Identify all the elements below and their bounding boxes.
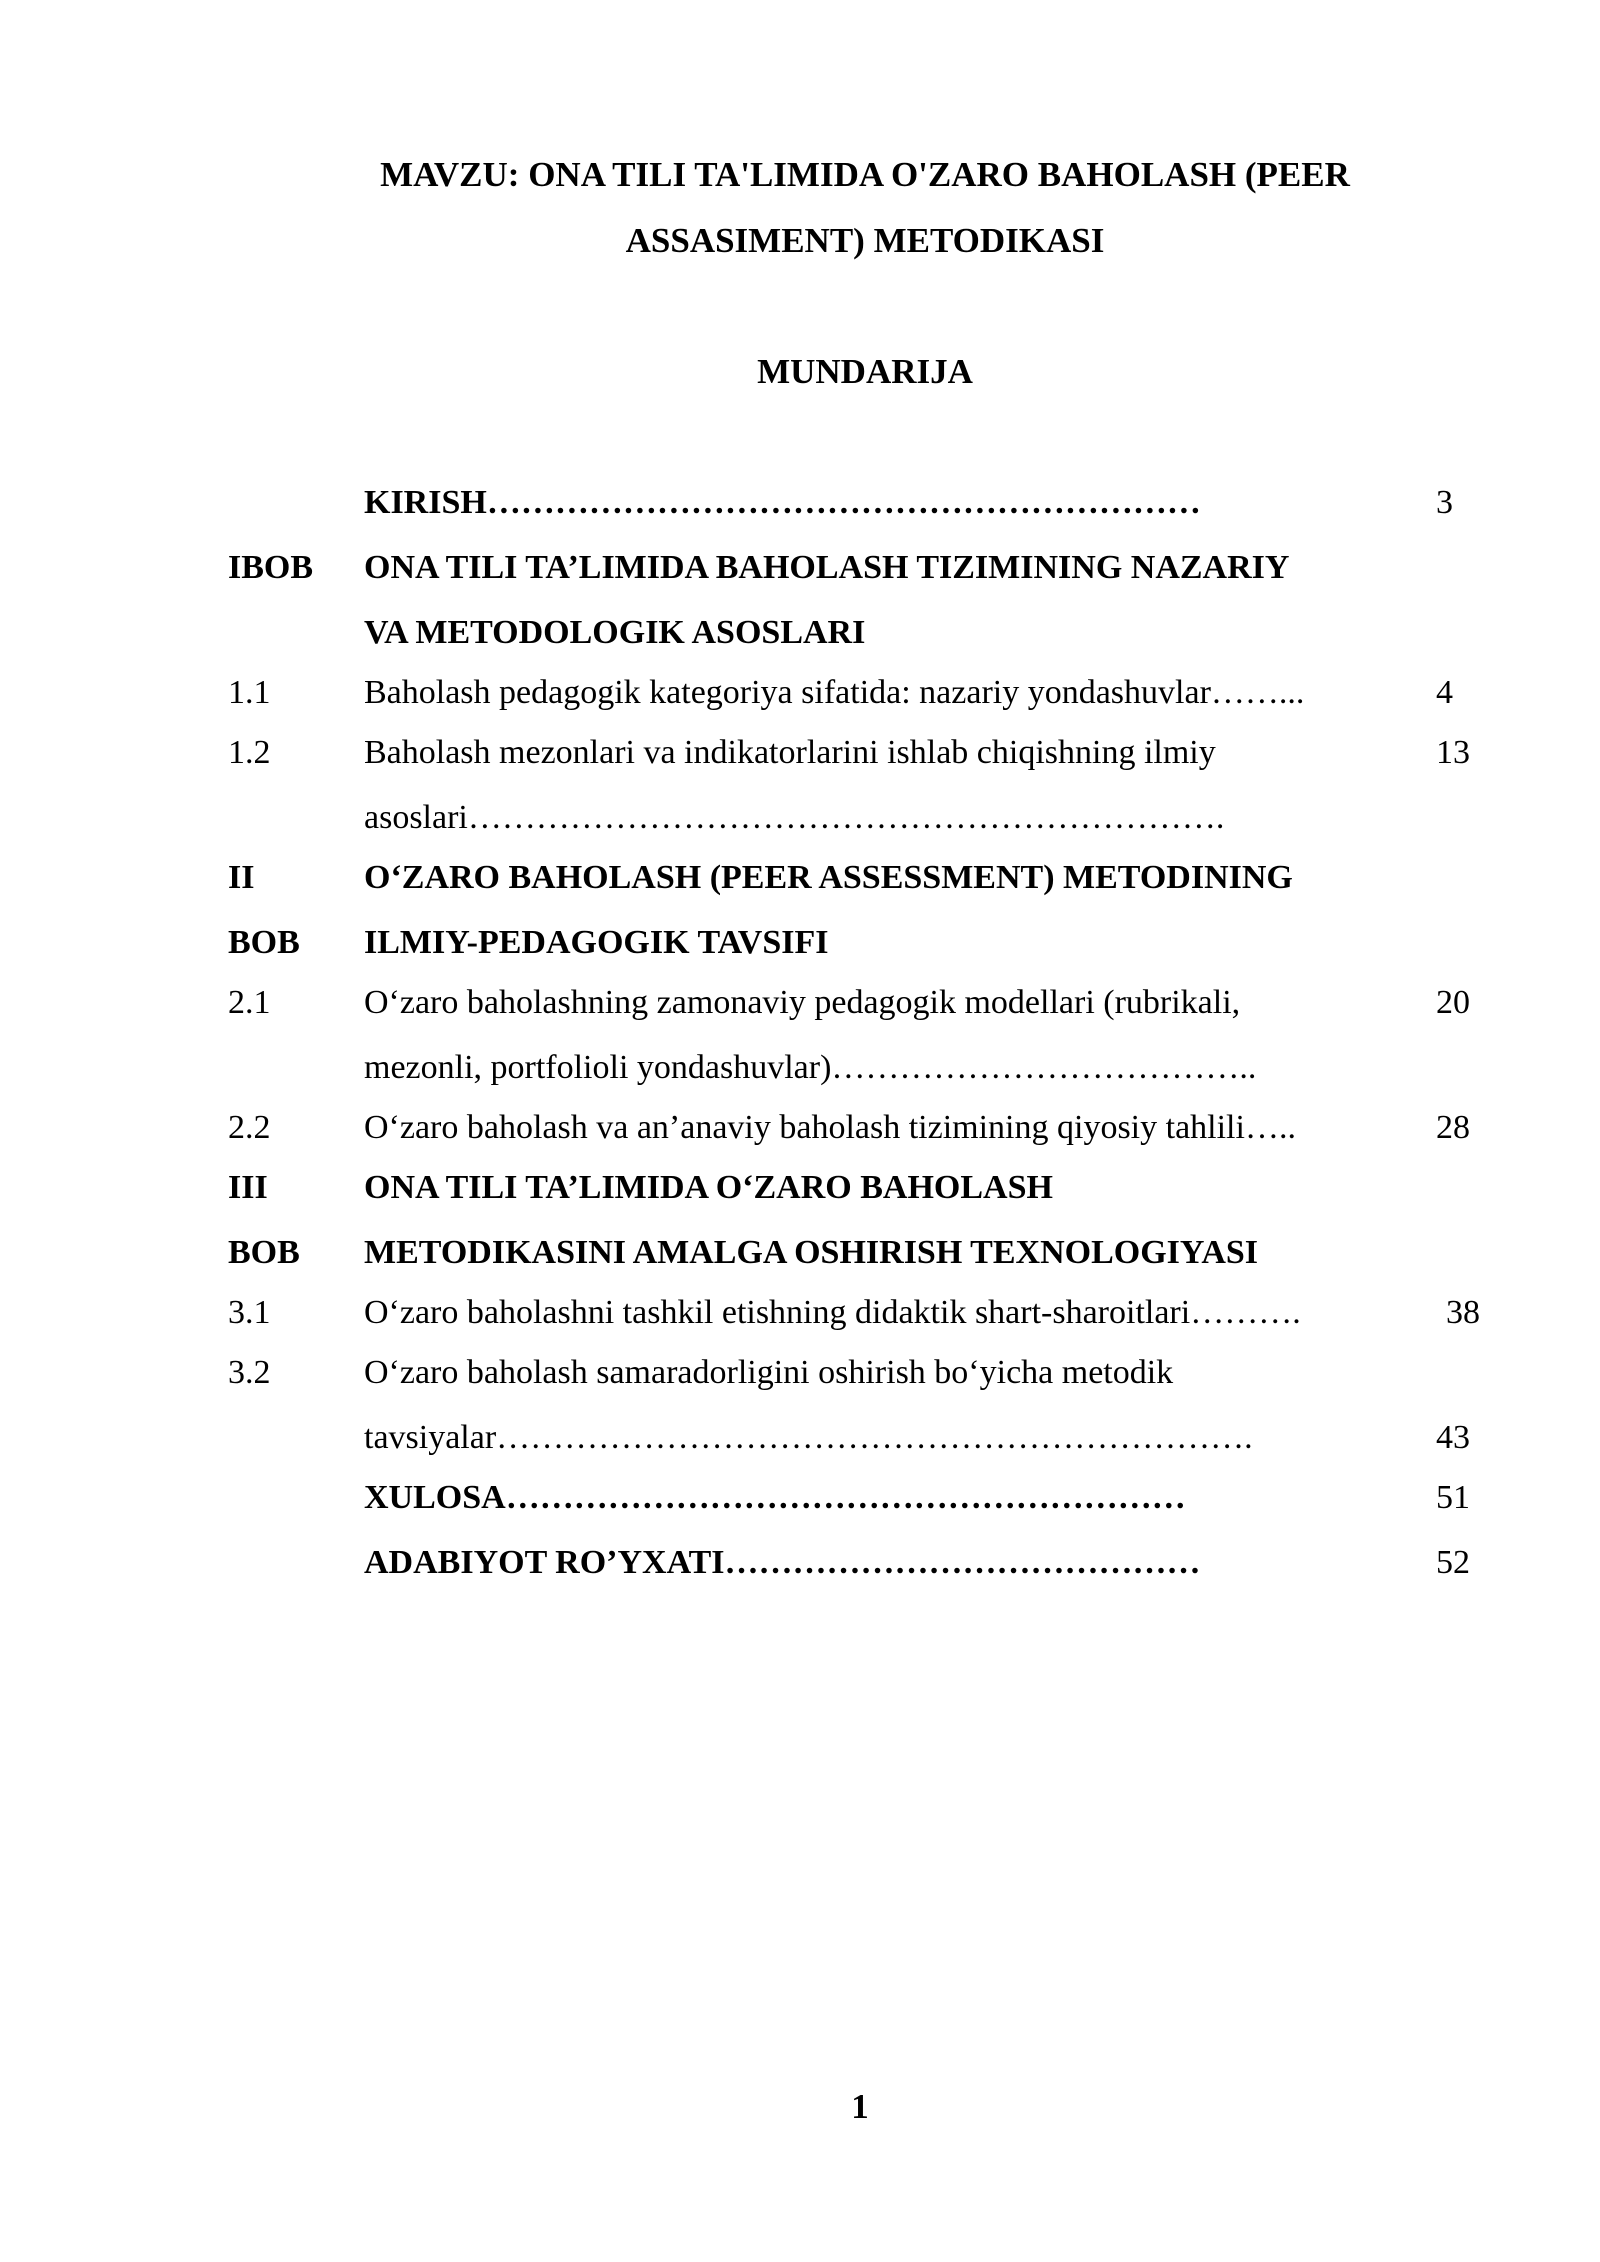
- page-number: 1: [851, 2087, 869, 2126]
- toc-entry-title-line-2: mezonli, portfolioli yondashuvlar)………………………………..: [364, 1049, 1257, 1086]
- toc-entry-number: 2.1: [228, 984, 271, 1021]
- toc-entry-number-suffix: BOB: [228, 1234, 300, 1271]
- toc-entry-page: 4: [1436, 674, 1453, 711]
- toc-entry-page: 52: [1436, 1544, 1470, 1581]
- toc-entry-title-line-1: ONA TILI TA’LIMIDA O‘ZARO BAHOLASH: [364, 1169, 1053, 1206]
- toc-entry-title: Baholash pedagogik kategoriya sifatida: nazariy yondashuvlar……...: [364, 674, 1305, 711]
- toc-entry-title: ADABIYOT RO’YXATI……………………………………: [364, 1544, 1201, 1581]
- toc-entry-page: 20: [1436, 984, 1470, 1021]
- toc-entry-title-line-1: O‘ZARO BAHOLASH (PEER ASSESSMENT) METODINING: [364, 859, 1293, 896]
- toc-entry-title-line-2: VA METODOLOGIK ASOSLARI: [364, 614, 866, 651]
- toc-entry-title-line-2: ILMIY-PEDAGOGIK TAVSIFI: [364, 924, 829, 961]
- toc-entry-title-line-1: O‘zaro baholashning zamonaviy pedagogik modellari (rubrikali,: [364, 984, 1241, 1021]
- toc-entry-title-line-2: METODIKASINI AMALGA OSHIRISH TEXNOLOGIYASI: [364, 1234, 1259, 1271]
- toc-entry-title: XULOSA……………………………………………………: [364, 1479, 1186, 1516]
- toc-entry-title-line-1: O‘zaro baholash samaradorligini oshirish bo‘yicha metodik: [364, 1354, 1174, 1391]
- toc-entry-number: IBOB: [228, 549, 314, 586]
- toc-entry-number: III: [228, 1169, 268, 1206]
- toc-heading: MUNDARIJA: [757, 352, 973, 391]
- toc-entry-number-suffix: BOB: [228, 924, 300, 961]
- toc-entry-number: 3.2: [228, 1354, 271, 1391]
- toc-entry-title-line-2: asoslari………………………………………………………….: [364, 799, 1225, 836]
- document-title: [330, 142, 1400, 274]
- toc-entry-title-line-1: ONA TILI TA’LIMIDA BAHOLASH TIZIMINING NAZARIY: [364, 549, 1290, 586]
- title-line-2: ASSASIMENT) METODIKASI: [625, 221, 1105, 260]
- toc-entry-number: 1.1: [228, 674, 271, 711]
- toc-entry-title: O‘zaro baholashni tashkil etishning didaktik shart-sharoitlari……….: [364, 1294, 1301, 1331]
- toc-entry-page: 28: [1436, 1109, 1470, 1146]
- toc-entry-page: 38: [1446, 1294, 1480, 1331]
- toc-entry-number: 1.2: [228, 734, 271, 771]
- toc-entry-page: 51: [1436, 1479, 1470, 1516]
- toc-entry-title: O‘zaro baholash va an’anaviy baholash tizimining qiyosiy tahlili…..: [364, 1109, 1296, 1146]
- toc-entry-title: KIRISH………………………………………………………: [364, 484, 1201, 521]
- toc-entry-number: 2.2: [228, 1109, 271, 1146]
- title-line-1: MAVZU: ONA TILI TA'LIMIDA O'ZARO BAHOLASH (PEER: [380, 155, 1350, 194]
- toc-entry-page: 3: [1436, 484, 1453, 521]
- toc-entry-page: 13: [1436, 734, 1470, 771]
- toc-entry-title-line-1: Baholash mezonlari va indikatorlarini ishlab chiqishning ilmiy: [364, 734, 1216, 771]
- toc-entry-number: 3.1: [228, 1294, 271, 1331]
- toc-entry-title-line-2: tavsiyalar………………………………………………………….: [364, 1419, 1253, 1456]
- toc-entry-number: II: [228, 859, 255, 896]
- toc-entry-page: 43: [1436, 1419, 1470, 1456]
